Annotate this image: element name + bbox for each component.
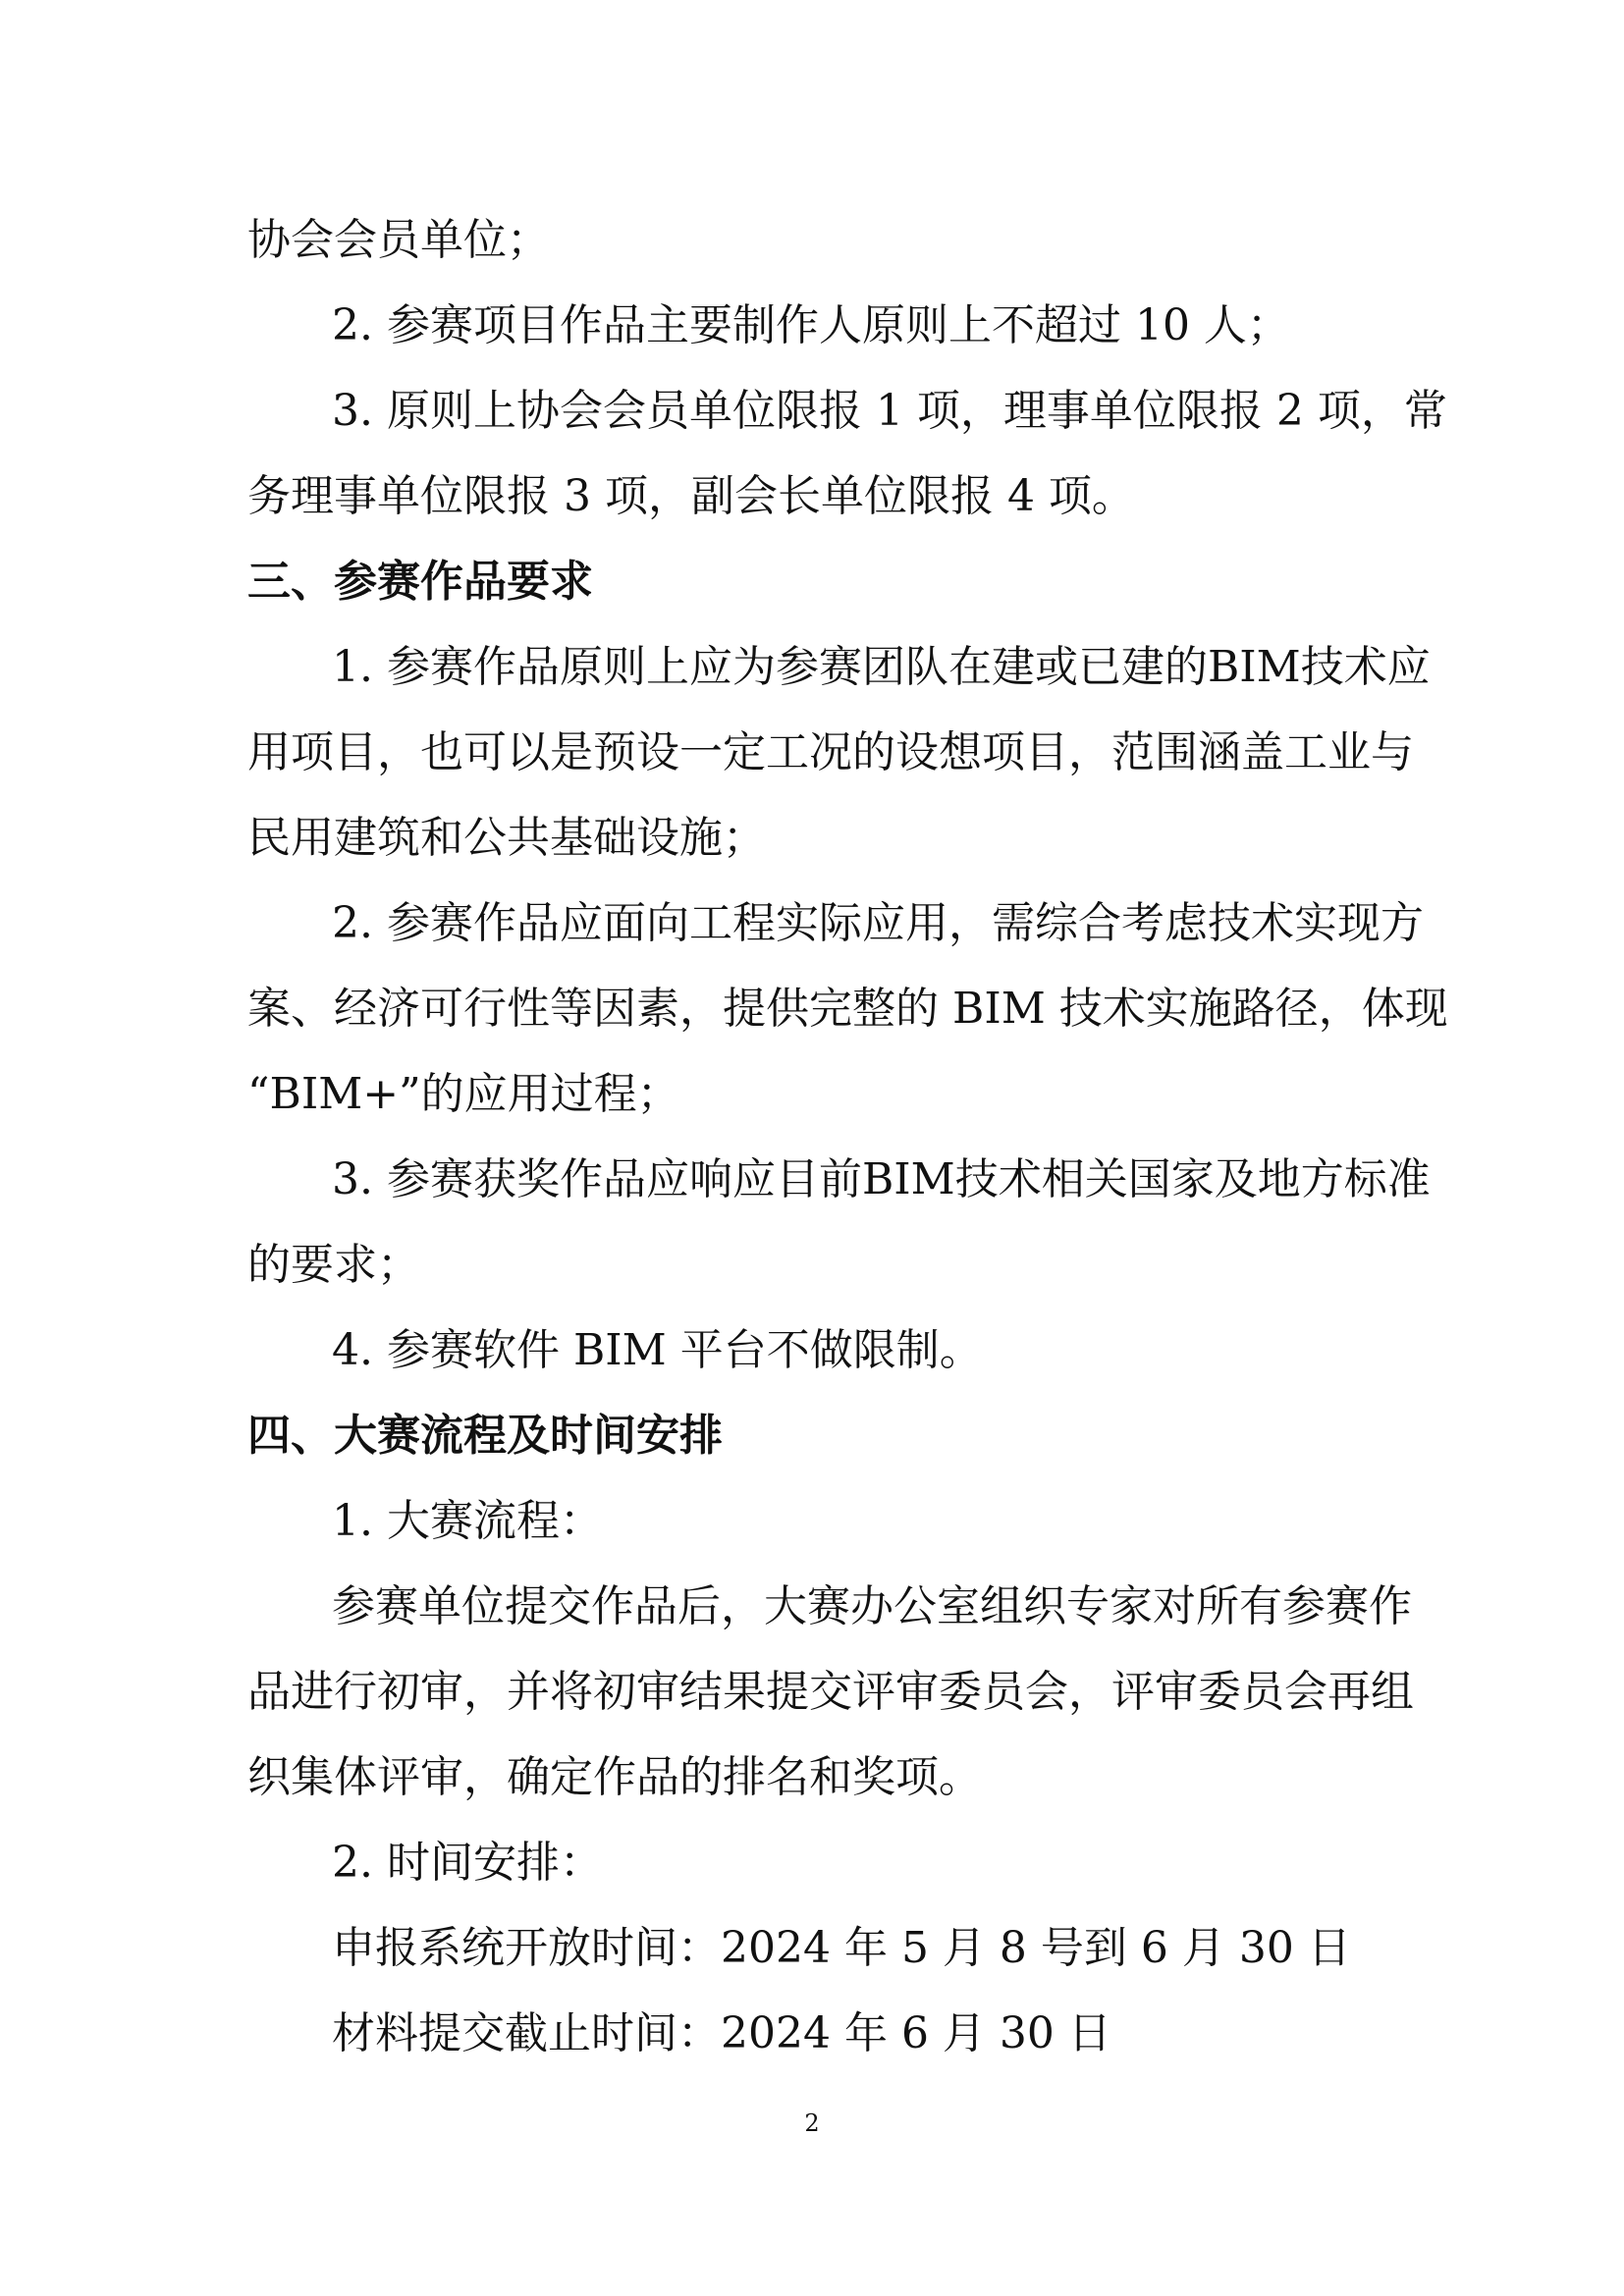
paragraph-line: 的要求； <box>247 1240 420 1290</box>
section-heading: 四、大赛流程及时间安排 <box>247 1411 723 1461</box>
paragraph-line: 2. 参赛项目作品主要制作人原则上不超过 10 人； <box>332 300 1290 350</box>
paragraph-line: 参赛单位提交作品后，大赛办公室组织专家对所有参赛作 <box>332 1581 1412 1631</box>
paragraph-line: “BIM+”的应用过程； <box>247 1069 680 1119</box>
paragraph-line: 民用建筑和公共基础设施； <box>247 813 766 863</box>
paragraph-line: 协会会员单位； <box>247 215 550 265</box>
paragraph-line: 织集体评审，确定作品的排名和奖项。 <box>247 1752 982 1802</box>
paragraph-line: 案、经济可行性等因素，提供完整的 BIM 技术实施路径，体现 <box>247 984 1448 1034</box>
paragraph-line: 1. 大赛流程： <box>332 1496 603 1546</box>
paragraph-line: 用项目，也可以是预设一定工况的设想项目，范围涵盖工业与 <box>247 727 1414 777</box>
paragraph-line: 3. 参赛获奖作品应响应目前BIM技术相关国家及地方标准 <box>332 1154 1431 1204</box>
paragraph-line: 4. 参赛软件 BIM 平台不做限制。 <box>332 1325 983 1375</box>
paragraph-line: 1. 参赛作品原则上应为参赛团队在建或已建的BIM技术应 <box>332 642 1431 692</box>
paragraph-line: 务理事单位限报 3 项，副会长单位限报 4 项。 <box>247 471 1135 521</box>
paragraph-line: 2. 参赛作品应面向工程实际应用，需综合考虑技术实现方 <box>332 898 1424 948</box>
paragraph-line: 品进行初审，并将初审结果提交评审委员会，评审委员会再组 <box>247 1667 1414 1717</box>
paragraph-line: 材料提交截止时间：2024 年 6 月 30 日 <box>332 2008 1111 2058</box>
paragraph-line: 申报系统开放时间：2024 年 5 月 8 号到 6 月 30 日 <box>332 1923 1351 1973</box>
paragraph-line: 2. 时间安排： <box>332 1838 603 1888</box>
page-number: 2 <box>804 2109 820 2137</box>
paragraph-line: 3. 原则上协会会员单位限报 1 项，理事单位限报 2 项，常 <box>332 386 1447 436</box>
section-heading: 三、参赛作品要求 <box>247 557 593 607</box>
